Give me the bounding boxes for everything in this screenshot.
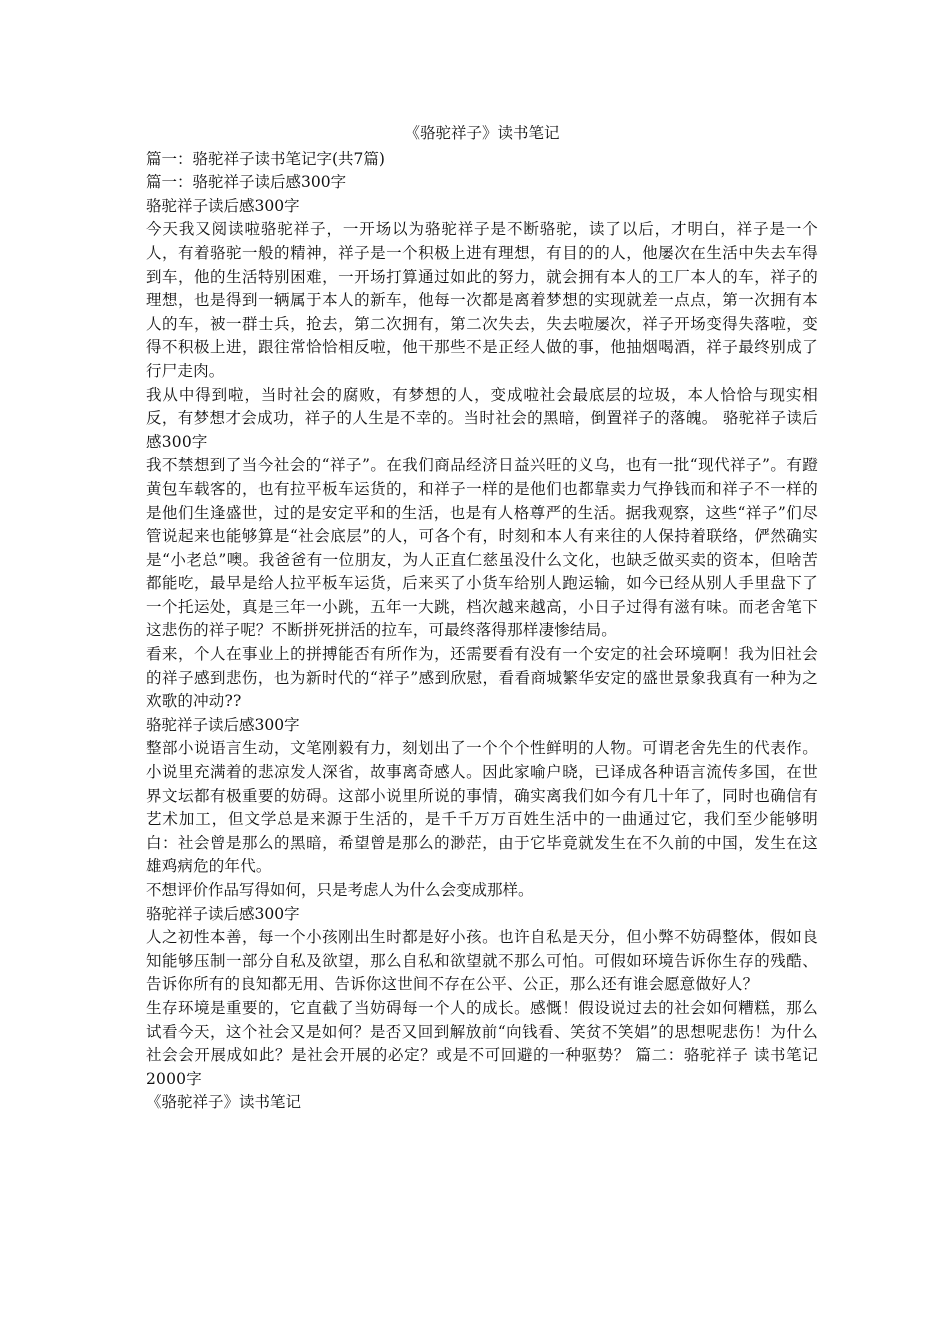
paragraph: 今天我又阅读啦骆驼祥子，一开场以为骆驼祥子是不断骆驼，读了以后，才明白，祥子是一个人，有着骆驼一般的精神，祥子是一个积极上进有理想，有目的的人，他屡次在生活中失去车得到车，他的生活特别困难，一开场打算通过如此的努力，就会拥有本人的工厂本人的车，祥子的理想，也是得到一辆属于本人的新车，他每一次都是离着梦想的实现就差一点点，第一次拥有本人的车，被一群士兵，抢去，第二次拥有，第二次失去，失去啦屡次，祥子开场变得失落啦，变得不积极上进，跟往常恰恰相反啦，他干那些不是正经人做的事，他抽烟喝酒，祥子最终别成了行尸走肉。	[146, 220, 818, 380]
paragraph: 我不禁想到了当今社会的“祥子”。在我们商品经济日益兴旺的义乌，也有一批“现代祥子”。有蹬黄包车载客的，也有拉平板车运货的，和祥子一样的是他们也都靠卖力气挣钱而和祥子不一样的是他们生逢盛世，过的是安定平和的生活，也是有人格尊严的生活。据我观察，这些“祥子”们尽管说起来也能够算是“社会底层”的人，可各个有，时刻和本人有来往的人保持着联络，俨然确实是“小老总”噢。我爸爸有一位朋友，为人正直仁慈虽没什么文化，也缺乏做买卖的资本，但啥苦都能吃，最早是给人拉平板车运货，后来买了小货车给别人跑运输，如今已经从别人手里盘下了一个托运处，真是三年一小跳，五年一大跳，档次越来越高，小日子过得有滋有味。而老舍笔下这悲伤的祥子呢？不断拼死拼活的拉车，可最终落得那样凄惨结局。	[146, 456, 818, 640]
paragraph: 不想评价作品写得如何，只是考虑人为什么会变成那样。	[146, 881, 534, 899]
paragraph: 生存环境是重要的，它直截了当妨碍每一个人的成长。感慨！假设说过去的社会如何糟糕，那么试看今天，这个社会又是如何？是否又回到解放前“向钱看、笑贫不笑娼”的思想呢悲伤！为什么社会会开展成如此？是社会开展的必定？或是不可回避的一种驱势？ 篇二：骆驼祥子 读书笔记2000字	[146, 998, 818, 1088]
paragraph: 看来，个人在事业上的拼搏能否有所作为，还需要看有没有一个安定的社会环境啊！我为旧社会的祥子感到悲伤，也为新时代的“祥子”感到欣慰，看看商城繁华安定的盛世景象我真有一种为之欢歌的冲动??	[146, 645, 818, 711]
paragraph: 人之初性本善，每一个小孩刚出生时都是好小孩。也许自私是天分，但小弊不妨碍整体，假如良知能够压制一部分自私及欲望，那么自私和欲望就不那么可怕。可假如环境告诉你生存的残酷、告诉你所有的良知都无用、告诉你这世间不存在公平、公正，那么还有谁会愿意做好人？	[146, 928, 818, 994]
subheading-review: 骆驼祥子读后感300字	[146, 904, 300, 923]
paragraph: 我从中得到啦，当时社会的腐败，有梦想的人，变成啦社会最底层的垃圾，本人恰恰与现实相反，有梦想才会成功，祥子的人生是不幸的。当时社会的黑暗，倒置祥子的落魄。 骆驼祥子读后感300字	[146, 385, 818, 451]
heading-article-list: 篇一：骆驼祥子读书笔记字(共7篇)	[146, 149, 385, 168]
paragraph: 整部小说语言生动，文笔刚毅有力，刻划出了一个个个性鲜明的人物。可谓老舍先生的代表作。小说里充满着的悲凉发人深省，故事离奇感人。因此家喻户晓，已译成各种语言流传多国，在世界文坛都有极重要的妨碍。这部小说里所说的事情，确实离我们如今有几十年了，同时也确信有艺术加工，但文学总是来源于生活的，是千千万万百姓生活中的一曲通过它，我们至少能够明白：社会曾是那么的黑暗，希望曾是那么的渺茫，由于它毕竟就发生在不久前的中国，发生在这雄鸡病危的年代。	[146, 739, 818, 876]
document-page	[146, 122, 818, 1115]
subheading-notes: 《骆驼祥子》读书笔记	[146, 1093, 302, 1112]
subheading-review: 骆驼祥子读后感300字	[146, 196, 300, 215]
document-title: 《骆驼祥子》读书笔记	[404, 124, 560, 142]
subheading-review: 骆驼祥子读后感300字	[146, 715, 300, 734]
heading-article-one: 篇一：骆驼祥子读后感300字	[146, 173, 347, 192]
